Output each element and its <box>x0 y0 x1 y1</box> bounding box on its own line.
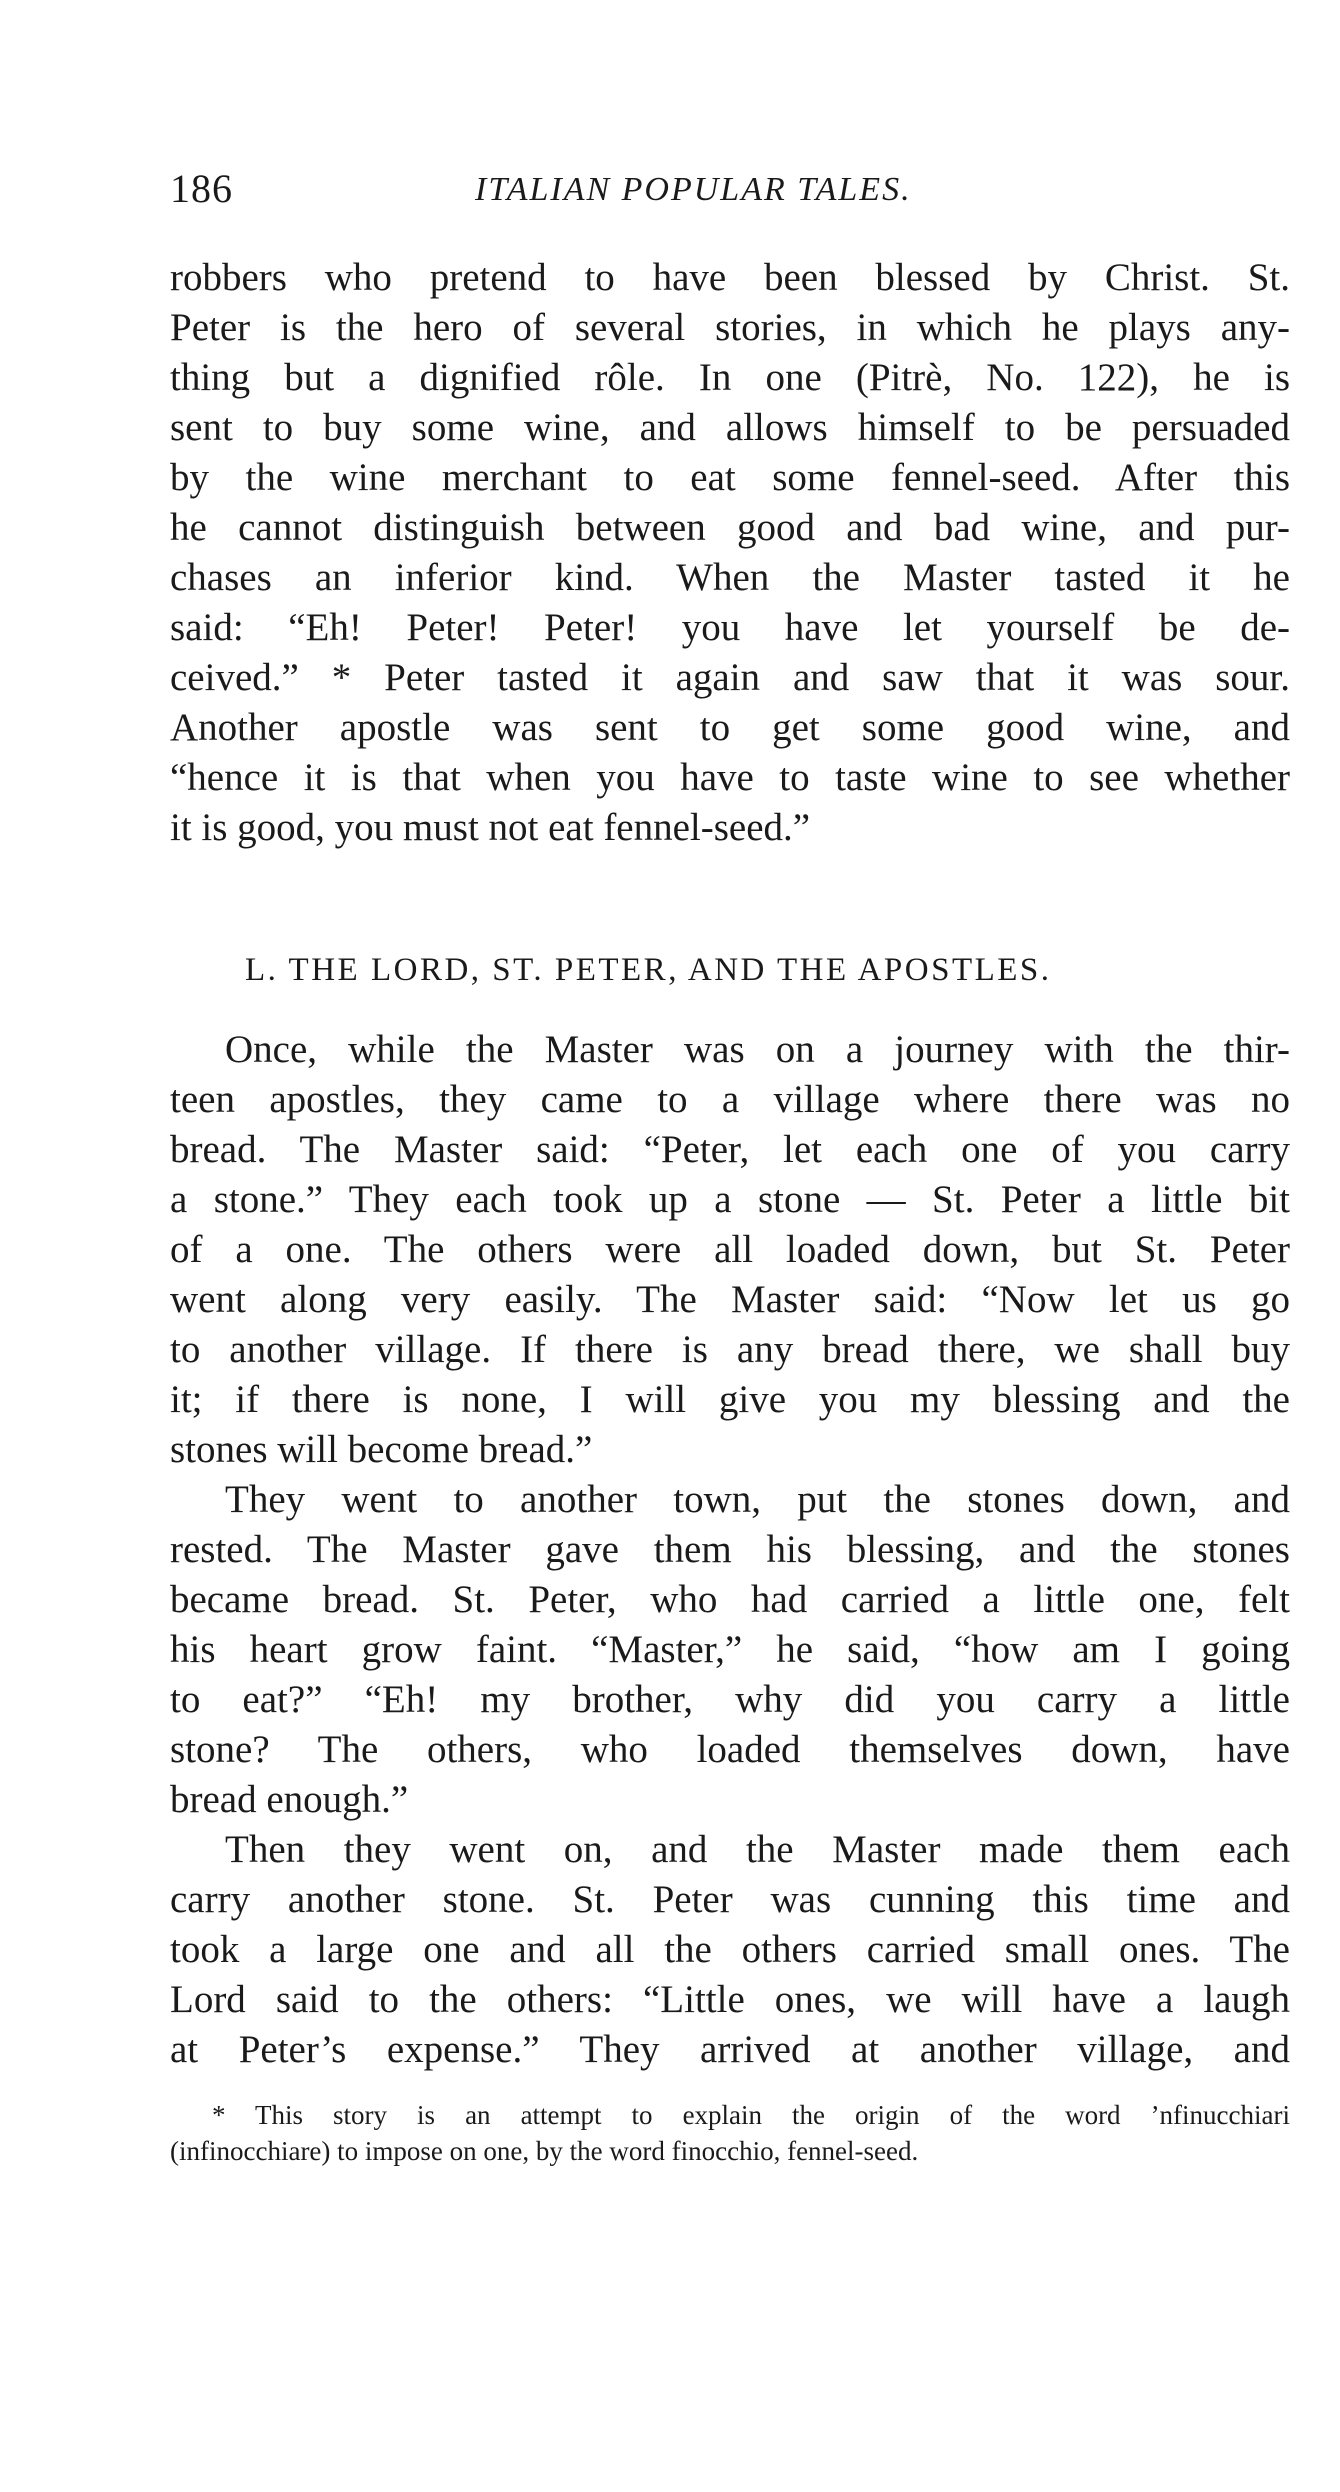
text-line: “hence it is that when you have to taste wine to see whether <box>170 756 1290 799</box>
text-line: bread. The Master said: “Peter, let each one of you carry <box>170 1128 1290 1171</box>
story-paragraph-3 <box>170 1825 1290 2075</box>
text-line: Then they went on, and the Master made them each <box>225 1828 1290 1871</box>
text-line: to another village. If there is any bread there, we shall buy <box>170 1328 1290 1371</box>
text-line: sent to buy some wine, and allows himself to be persuaded <box>170 406 1290 449</box>
text-line: of a one. The others were all loaded down, but St. Peter <box>170 1228 1290 1271</box>
text-line: Once, while the Master was on a journey with the thir- <box>225 1028 1290 1071</box>
text-line: Another apostle was sent to get some good wine, and <box>170 706 1290 749</box>
text-line: it is good, you must not eat fennel-seed.” <box>170 806 811 849</box>
text-line: became bread. St. Peter, who had carried a little one, felt <box>170 1578 1290 1621</box>
page-number: 186 <box>170 166 233 211</box>
text-line: Lord said to the others: “Little ones, we will have a laugh <box>170 1978 1290 2021</box>
text-line: carry another stone. St. Peter was cunning this time and <box>170 1878 1290 1921</box>
story-paragraph-2 <box>170 1475 1290 1825</box>
text-line: teen apostles, they came to a village where there was no <box>170 1078 1290 1121</box>
text-line: by the wine merchant to eat some fennel-seed. After this <box>170 456 1290 499</box>
text-line: he cannot distinguish between good and bad wine, and pur- <box>170 506 1290 549</box>
footnote-line: * This story is an attempt to explain the origin of the word ’nfinucchiari <box>212 2100 1290 2130</box>
text-line: bread enough.” <box>170 1778 409 1821</box>
text-line: said: “Eh! Peter! Peter! you have let yourself be de- <box>170 606 1290 649</box>
story-paragraph-1 <box>170 1025 1290 1475</box>
text-line: went along very easily. The Master said: “Now let us go <box>170 1278 1290 1321</box>
footnote <box>170 2097 1290 2169</box>
footnote-line: (infinocchiare) to impose on one, by the word finocchio, fennel-seed. <box>170 2136 919 2166</box>
text-line: at Peter’s expense.” They arrived at another village, and <box>170 2028 1290 2071</box>
text-line: rested. The Master gave them his blessing, and the stones <box>170 1528 1290 1571</box>
text-line: stones will become bread.” <box>170 1428 593 1471</box>
text-line: robbers who pretend to have been blessed by Christ. St. <box>170 256 1290 299</box>
text-line: to eat?” “Eh! my brother, why did you carry a little <box>170 1678 1290 1721</box>
text-line: his heart grow faint. “Master,” he said, “how am I going <box>170 1628 1290 1671</box>
text-line: ceived.” * Peter tasted it again and saw that it was sour. <box>170 656 1290 699</box>
text-line: They went to another town, put the stones down, and <box>225 1478 1290 1521</box>
intro-paragraph <box>170 253 1290 853</box>
text-line: it; if there is none, I will give you my blessing and the <box>170 1378 1290 1421</box>
text-line: thing but a dignified rôle. In one (Pitrè, No. 122), he is <box>170 356 1290 399</box>
text-line: stone? The others, who loaded themselves down, have <box>170 1728 1290 1771</box>
section-heading: L. THE LORD, ST. PETER, AND THE APOSTLES. <box>245 952 1052 988</box>
text-line: took a large one and all the others carried small ones. The <box>170 1928 1290 1971</box>
text-line: Peter is the hero of several stories, in which he plays any- <box>170 306 1290 349</box>
text-line: a stone.” They each took up a stone — St. Peter a little bit <box>170 1178 1290 1221</box>
running-title: ITALIAN POPULAR TALES. <box>475 171 912 208</box>
text-line: chases an inferior kind. When the Master tasted it he <box>170 556 1290 599</box>
book-page <box>170 165 1290 2169</box>
running-head <box>170 165 1290 225</box>
